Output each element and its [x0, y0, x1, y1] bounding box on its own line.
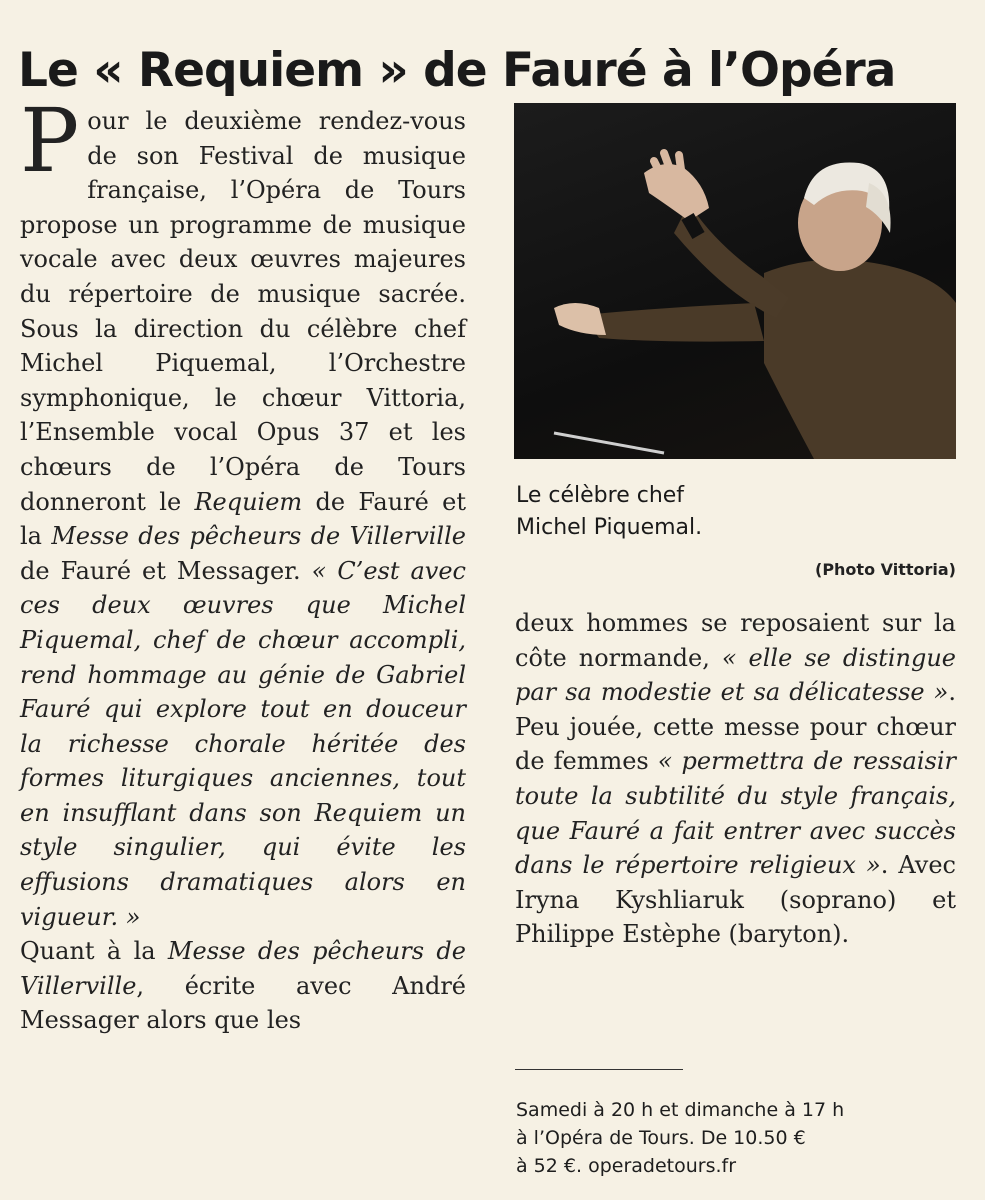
text-segment: . Peu jouée, cette messe pour chœur de femmes	[515, 678, 956, 776]
work-title-messe: Messe des pêcheurs de Villerville	[51, 522, 466, 551]
quote-text: « permettra de ressaisir toute la subtilité du style français, que Fauré a fait entrer avec succès dans le répertoire religieux »	[515, 747, 956, 880]
text-segment: our le deuxième rendez-vous de son Festival de musique française, l’Opéra de Tours propose un programme de musique vocale avec deux œuvres majeures du répertoire de musique sacrée. Sous la direction du célèbre chef Michel Piquemal, l’Orchestre symphonique, le chœur Vittoria, l’Ensemble vocal Opus 37 et les chœurs de l’Opéra de Tours donneront le	[20, 107, 466, 516]
quote-text: « elle se distingue par sa modestie et sa délicatesse »	[515, 643, 956, 707]
text-segment: , écrite avec André Messager alors que les	[20, 971, 466, 1035]
work-title-requiem: Requiem	[194, 487, 303, 516]
text-segment: de Fauré et Messager.	[20, 556, 312, 585]
text-segment: Quant à la	[20, 937, 168, 966]
article-body-left	[20, 89, 466, 1038]
conductor-photo	[514, 103, 956, 459]
info-line: à 52 €. operadetours.fr	[516, 1155, 737, 1177]
headline: Le « Requiem » de Fauré à l’Opéra	[18, 43, 896, 99]
text-segment: deux hommes se reposaient sur la côte normande,	[515, 609, 956, 672]
conductor-illustration	[514, 103, 956, 459]
article-body-right	[515, 606, 956, 952]
text-segment: de Fauré et la	[20, 487, 466, 551]
caption-line: Michel Piquemal.	[516, 515, 703, 540]
info-line: Samedi à 20 h et dimanche à 17 h	[516, 1099, 845, 1121]
info-line: à l’Opéra de Tours. De 10.50 €	[516, 1127, 806, 1149]
text-segment: . Avec Iryna Kyshliaruk (soprano) et Philippe Estèphe (baryton).	[515, 851, 956, 949]
practical-info	[516, 1096, 956, 1180]
drop-cap: P	[20, 89, 80, 192]
photo-credit: (Photo Vittoria)	[815, 560, 956, 579]
photo-caption	[516, 480, 956, 544]
divider	[515, 1069, 683, 1070]
quote-text: « C’est avec ces deux œuvres que Michel Piquemal, chef de chœur accompli, rend hommage au génie de Gabriel Fauré qui explore tout en douceur la richesse chorale héritée des formes liturgiques anciennes, tout en insufflant dans son Requiem un style singulier, qui évite les effusions dramatiques alors en vigueur. »	[20, 556, 466, 931]
paragraph-1	[20, 89, 466, 934]
paragraph-3	[515, 606, 956, 952]
paragraph-2	[20, 934, 466, 1038]
caption-line: Le célèbre chef	[516, 483, 685, 508]
work-title-messe: Messe des pêcheurs de Villerville	[20, 937, 466, 1000]
